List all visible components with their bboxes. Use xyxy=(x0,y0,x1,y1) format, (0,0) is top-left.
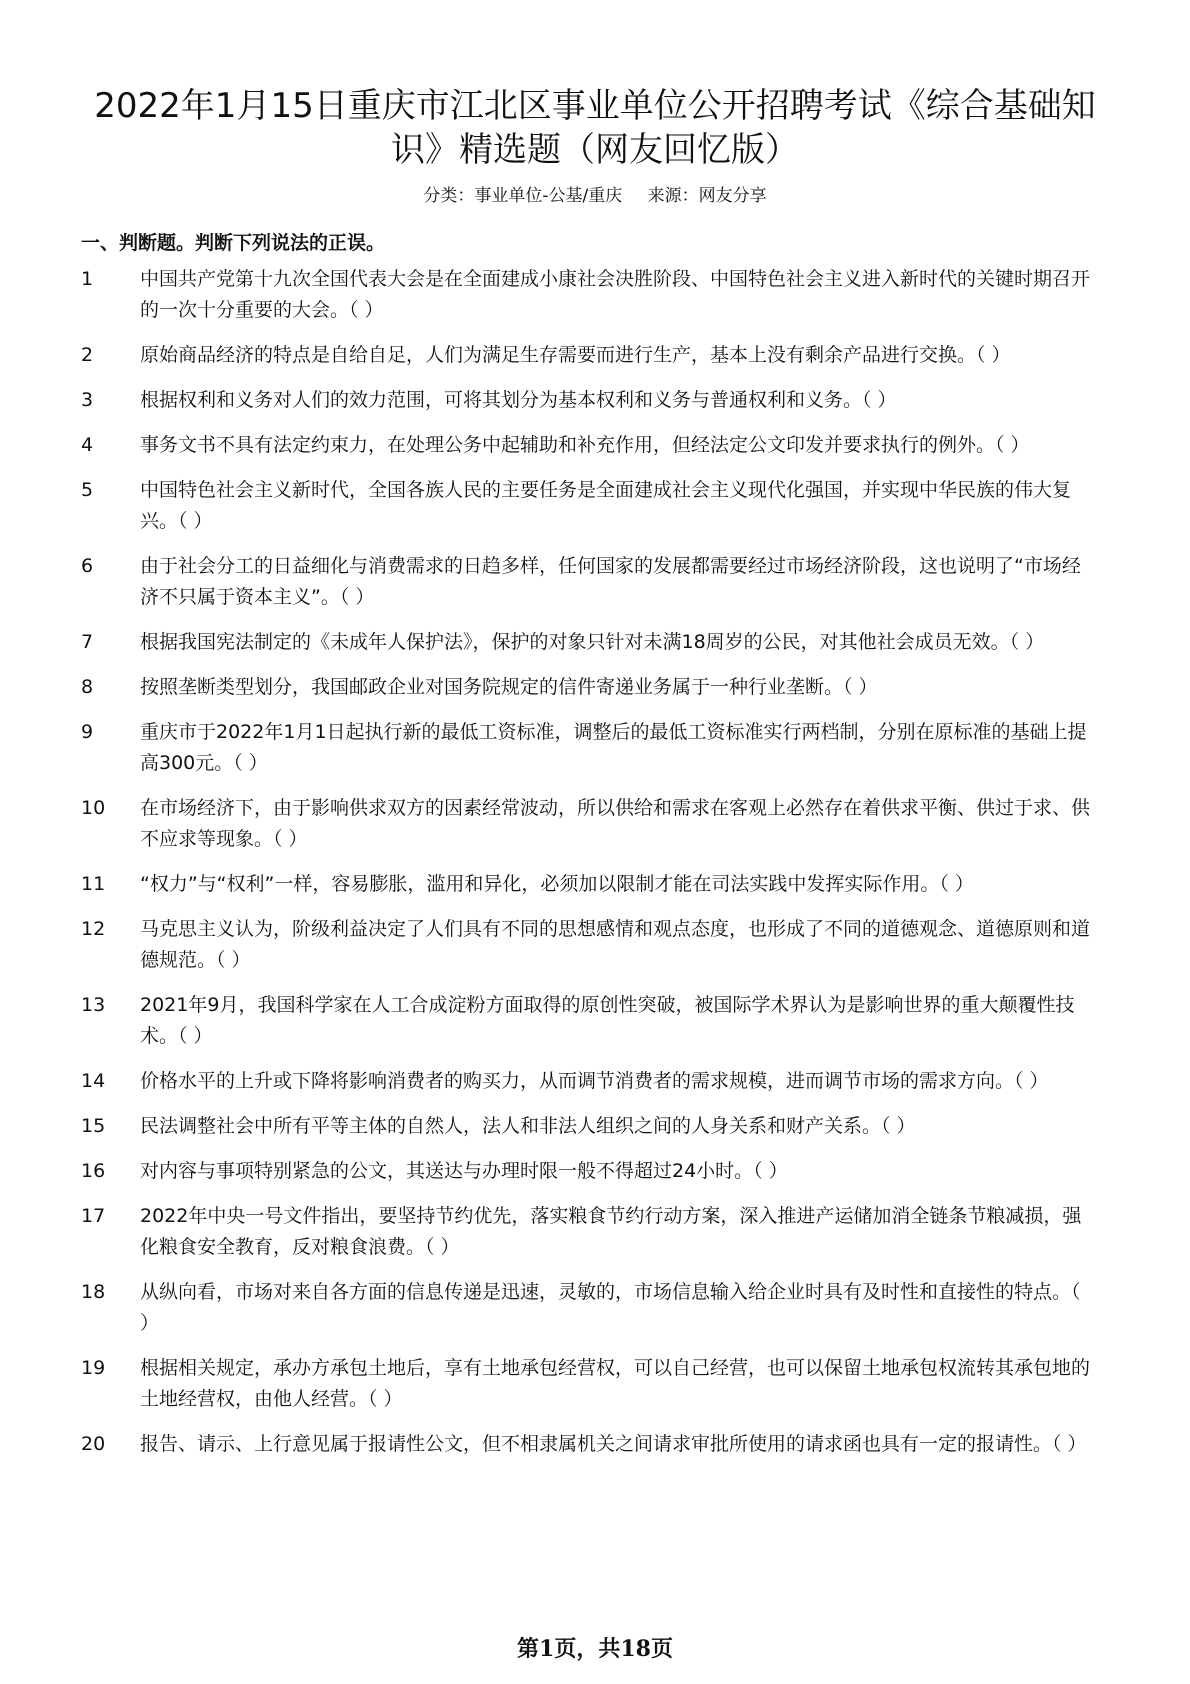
question-item xyxy=(81,385,1091,416)
question-number: 5 xyxy=(81,479,94,501)
question-text: 2021年9月，我国科学家在人工合成淀粉方面取得的原创性突破，被国际学术界认为是影响世界的重大颠覆性技术。（ ） xyxy=(140,994,1075,1047)
category-label: 分类：事业单位-公基/重庆 xyxy=(423,186,623,206)
question-item xyxy=(81,264,1091,326)
section-heading: 一、判断题。判断下列说法的正误。 xyxy=(81,232,386,254)
question-number: 12 xyxy=(81,918,106,940)
question-item xyxy=(81,793,1091,855)
question-item xyxy=(81,717,1091,779)
question-text: 民法调整社会中所有平等主体的自然人，法人和非法人组织之间的人身关系和财产关系。（ ） xyxy=(140,1115,916,1137)
question-text: 按照垄断类型划分，我国邮政企业对国务院规定的信件寄递业务属于一种行业垄断。（ ） xyxy=(140,676,878,698)
question-number: 18 xyxy=(81,1281,106,1303)
question-text: 重庆市于2022年1月1日起执行新的最低工资标准，调整后的最低工资标准实行两档制，分别在原标准的基础上提高300元。（ ） xyxy=(140,721,1087,774)
question-item xyxy=(81,990,1091,1052)
question-number: 9 xyxy=(81,721,94,743)
question-text: 根据相关规定，承办方承包土地后，享有土地承包经营权，可以自己经营，也可以保留土地承包权流转其承包地的土地经营权，由他人经营。（ ） xyxy=(140,1357,1091,1410)
question-item xyxy=(81,914,1091,976)
question-text: 事务文书不具有法定约束力，在处理公务中起辅助和补充作用，但经法定公文印发并要求执行的例外。（ ） xyxy=(140,434,1030,456)
question-number: 2 xyxy=(81,344,94,366)
question-number: 6 xyxy=(81,555,94,577)
question-text: 由于社会分工的日益细化与消费需求的日趋多样，任何国家的发展都需要经过市场经济阶段，这也说明了“市场经济不只属于资本主义”。（ ） xyxy=(140,555,1081,608)
question-item xyxy=(81,1111,1091,1142)
question-number: 13 xyxy=(81,994,106,1016)
question-item xyxy=(81,627,1091,658)
question-text: 对内容与事项特别紧急的公文，其送达与办理时限一般不得超过24小时。（ ） xyxy=(140,1160,788,1182)
question-number: 1 xyxy=(81,268,94,290)
question-text: 价格水平的上升或下降将影响消费者的购买力，从而调节消费者的需求规模，进而调节市场的需求方向。（ ） xyxy=(140,1070,1049,1092)
question-text: 中国特色社会主义新时代，全国各族人民的主要任务是全面建成社会主义现代化强国，并实现中华民族的伟大复兴。（ ） xyxy=(140,479,1072,532)
question-text: 根据我国宪法制定的《未成年人保护法》，保护的对象只针对未满18周岁的公民，对其他社会成员无效。（ ） xyxy=(140,631,1045,653)
question-number: 15 xyxy=(81,1115,106,1137)
question-text: 在市场经济下，由于影响供求双方的因素经常波动，所以供给和需求在客观上必然存在着供求平衡、供过于求、供不应求等现象。（ ） xyxy=(140,797,1091,850)
question-item xyxy=(81,551,1091,613)
question-number: 20 xyxy=(81,1433,106,1455)
question-number: 10 xyxy=(81,797,106,819)
question-text: 报告、请示、上行意见属于报请性公文，但不相隶属机关之间请求审批所使用的请求函也具有一定的报请性。（ ） xyxy=(140,1433,1087,1455)
question-number: 16 xyxy=(81,1160,106,1182)
question-item xyxy=(81,1277,1091,1339)
question-text: 根据权利和义务对人们的效力范围，可将其划分为基本权利和义务与普通权利和义务。（ ） xyxy=(140,389,897,411)
question-number: 19 xyxy=(81,1357,106,1379)
question-item xyxy=(81,672,1091,703)
question-item xyxy=(81,1429,1091,1460)
question-text: “权力”与“权利”一样，容易膨胀，滥用和异化，必须加以限制才能在司法实践中发挥实际作用。（ ） xyxy=(140,873,974,895)
page-footer: 第1页，共18页 xyxy=(517,1636,673,1662)
question-list xyxy=(81,264,1091,1474)
question-item xyxy=(81,340,1091,371)
question-text: 马克思主义认为，阶级利益决定了人们具有不同的思想感情和观点态度，也形成了不同的道德观念、道德原则和道德规范。（ ） xyxy=(140,918,1091,971)
question-item xyxy=(81,869,1091,900)
question-text: 从纵向看，市场对来自各方面的信息传递是迅速，灵敏的，市场信息输入给企业时具有及时性和直接性的特点。（ ） xyxy=(140,1281,1081,1334)
question-number: 3 xyxy=(81,389,94,411)
document-meta xyxy=(80,184,1110,208)
question-item xyxy=(81,1201,1091,1263)
question-text: 原始商品经济的特点是自给自足，人们为满足生存需要而进行生产，基本上没有剩余产品进行交换。（ ） xyxy=(140,344,1011,366)
question-number: 14 xyxy=(81,1070,106,1092)
question-number: 11 xyxy=(81,873,106,895)
question-number: 8 xyxy=(81,676,94,698)
question-item xyxy=(81,475,1091,537)
question-text: 中国共产党第十九次全国代表大会是在全面建成小康社会决胜阶段、中国特色社会主义进入新时代的关键时期召开的一次十分重要的大会。（ ） xyxy=(140,268,1091,321)
source-label: 来源：网友分享 xyxy=(647,186,767,206)
question-item xyxy=(81,1353,1091,1415)
question-number: 7 xyxy=(81,631,94,653)
document-title: 2022年1月15日重庆市江北区事业单位公开招聘考试《综合基础知识》精选题（网友回忆版） xyxy=(94,86,1096,170)
question-item xyxy=(81,1156,1091,1187)
question-item xyxy=(81,1066,1091,1097)
question-text: 2022年中央一号文件指出，要坚持节约优先，落实粮食节约行动方案，深入推进产运储加消全链条节粮减损，强化粮食安全教育，反对粮食浪费。（ ） xyxy=(140,1205,1082,1258)
question-number: 17 xyxy=(81,1205,106,1227)
question-number: 4 xyxy=(81,434,94,456)
question-item xyxy=(81,430,1091,461)
